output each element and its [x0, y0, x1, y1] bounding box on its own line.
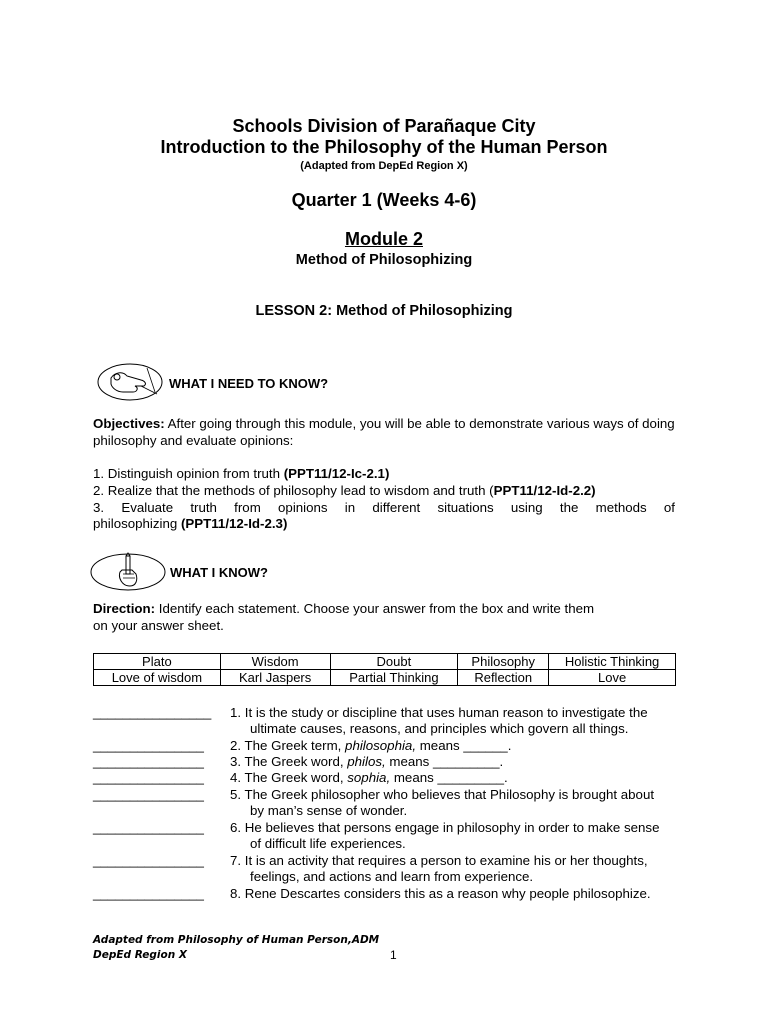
question-line: feelings, and actions and learn from experience.	[250, 869, 534, 885]
module-title	[0, 229, 768, 250]
lesson-title: LESSON 2: Method of Philosophizing	[255, 303, 513, 319]
word-box-cell: Doubt	[330, 654, 458, 670]
word-box-table	[93, 653, 676, 686]
question-item-4	[93, 770, 693, 786]
word-box-cell: Philosophy	[458, 654, 549, 670]
objective-2-text: 2. Realize that the methods of philosophy lead to wisdom and truth (	[93, 483, 494, 498]
question-pre: 3. The Greek word,	[230, 754, 348, 769]
what-i-know-heading: WHAT I KNOW?	[170, 565, 268, 580]
question-line: 5. The Greek philosopher who believes that Philosophy is brought about	[230, 787, 655, 802]
objective-3-line1: 3. Evaluate truth from opinions in different situations using the methods of	[93, 500, 675, 515]
question-text	[230, 770, 680, 786]
word-box-cell: Love of wisdom	[94, 670, 221, 686]
objective-3-text2: philosophizing	[93, 516, 181, 531]
answer-blank: _______________	[93, 770, 204, 785]
objective-2-code: PPT11/12-Id-2.2)	[493, 483, 596, 498]
answer-blank: _______________	[93, 853, 204, 868]
question-item-7	[93, 853, 693, 885]
objectives-label: Objectives:	[93, 416, 165, 431]
answer-blank: _______________	[93, 886, 204, 901]
question-em: sophia,	[347, 770, 391, 785]
question-line: 7. It is an activity that requires a person to examine his or her thoughts,	[230, 853, 648, 868]
question-text	[230, 705, 680, 737]
word-box-cell: Wisdom	[220, 654, 330, 670]
question-pre: 4. The Greek word,	[230, 770, 348, 785]
word-box-cell: Partial Thinking	[330, 670, 458, 686]
footer-line2: DepEd Region X	[93, 949, 187, 961]
question-item-3	[93, 754, 693, 770]
question-em: philosophia,	[345, 738, 417, 753]
question-line: 6. He believes that persons engage in philosophy in order to make sense	[230, 820, 660, 835]
question-post: means _________.	[385, 754, 504, 769]
footer-line1: Adapted from Philosophy of Human Person,ADM	[93, 934, 380, 946]
question-text	[230, 754, 680, 770]
answer-blank: ________________	[93, 705, 212, 720]
question-text	[230, 738, 680, 754]
question-text	[230, 853, 680, 885]
direction-line1	[93, 600, 675, 617]
question-text	[230, 787, 680, 819]
word-box-cell: Karl Jaspers	[220, 670, 330, 686]
objectives-text: After going through this module, you will be able to demonstrate various ways of doing philosophy and evaluate opinions:	[93, 416, 675, 448]
objective-1	[93, 465, 675, 482]
question-line: 8. Rene Descartes considers this as a reason why people philosophize.	[230, 886, 651, 901]
header-line1: Schools Division of Parañaque City	[232, 116, 536, 136]
word-box-cell: Love	[549, 670, 676, 686]
objective-2	[93, 482, 675, 499]
answer-blank: _______________	[93, 738, 204, 753]
objective-1-text: 1. Distinguish opinion from truth	[93, 466, 284, 481]
question-line: by man’s sense of wonder.	[250, 803, 408, 819]
question-item-2	[93, 738, 693, 754]
direction-label: Direction:	[93, 601, 156, 616]
question-line: 1. It is the study or discipline that uses human reason to investigate the	[230, 705, 648, 720]
answer-blank: _______________	[93, 754, 204, 769]
word-box-cell: Plato	[94, 654, 221, 670]
question-text	[230, 886, 680, 902]
objective-1-code: (PPT11/12-Ic-2.1)	[283, 466, 390, 481]
question-line: ultimate causes, reasons, and principles which govern all things.	[250, 721, 629, 737]
question-text	[230, 820, 680, 852]
objective-3-code: (PPT11/12-Id-2.3)	[180, 516, 288, 531]
answer-blank: _______________	[93, 820, 204, 835]
question-post: means ______.	[416, 738, 512, 753]
header-line2: Introduction to the Philosophy of the Human Person	[160, 137, 608, 157]
objectives-paragraph	[93, 415, 675, 449]
header-line3: (Adapted from DepEd Region X)	[300, 160, 468, 172]
question-item-5	[93, 787, 693, 819]
word-box-cell: Holistic Thinking	[549, 654, 676, 670]
word-box-cell: Reflection	[458, 670, 549, 686]
module-subtitle: Method of Philosophizing	[295, 252, 473, 268]
pointing-hand-icon	[97, 362, 165, 402]
objective-3-line2	[93, 515, 675, 532]
direction-line2: on your answer sheet.	[93, 618, 224, 633]
question-item-1	[93, 705, 693, 737]
question-em: philos,	[347, 754, 386, 769]
direction-text: Identify each statement. Choose your answer from the box and write them	[155, 601, 595, 616]
hand-pencil-icon	[90, 552, 166, 592]
word-box-row	[94, 654, 676, 670]
question-line: of difficult life experiences.	[250, 836, 406, 852]
question-post: means _________.	[390, 770, 508, 785]
quarter-title: Quarter 1 (Weeks 4-6)	[291, 190, 477, 210]
question-item-8	[93, 886, 693, 902]
question-pre: 2. The Greek term,	[230, 738, 346, 753]
word-box-row	[94, 670, 676, 686]
question-item-6	[93, 820, 693, 852]
what-i-need-to-know-heading: WHAT I NEED TO KNOW?	[169, 376, 329, 391]
page-number: 1	[390, 948, 397, 962]
answer-blank: _______________	[93, 787, 204, 802]
module-title-text: Module 2	[344, 229, 423, 249]
